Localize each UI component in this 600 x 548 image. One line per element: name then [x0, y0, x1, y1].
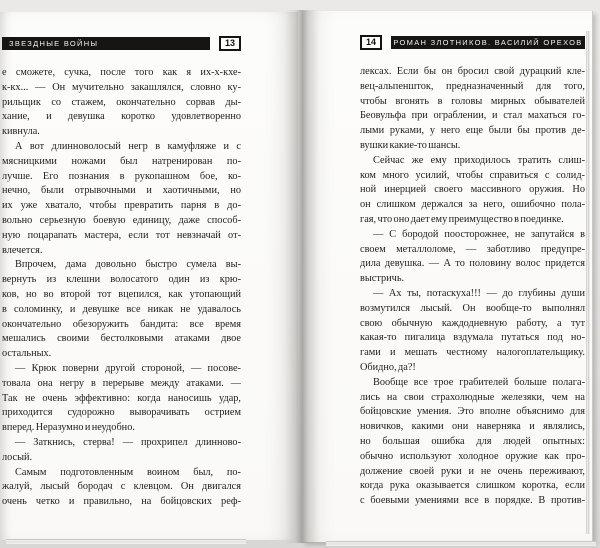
text-line: дила девушка. — А то половину волос придется: [360, 258, 585, 270]
text-line: он слишком держался за него, ошибочно пола-: [360, 199, 585, 211]
text-line: очень четко и правильно, на бойцовских реф-: [2, 496, 241, 508]
text-line: рильщик со стажем, окончательно сорвав ды-: [2, 96, 241, 108]
text-line: но большая ошибка для людей опытных:: [360, 435, 585, 447]
text-line: — Ах ты, потаскуха!!! — до глубины души: [373, 287, 585, 299]
text-line: вольно серьезную боевую единицу, даже способ-: [2, 214, 241, 226]
paragraph: [360, 154, 585, 228]
page-edge-stack-right: [586, 31, 590, 534]
text-line: гами и мешать честному налогоплательщику.: [360, 347, 585, 359]
series-title-bar: [2, 37, 210, 50]
text-line: Впрочем, дама довольно быстро сумела вы-: [15, 259, 241, 271]
text-line: возмутился лысый. Он вообще-то выполнял: [360, 302, 585, 314]
authors-title-bar: [391, 36, 585, 49]
paragraph: [360, 287, 585, 376]
text-line: обычно используют холодное оружие как про-: [360, 450, 585, 462]
page-stack-bottom-left: [6, 539, 246, 544]
text-line: выстричь.: [360, 273, 405, 285]
text-line: мешались своими бестолковыми атаками двое: [2, 333, 241, 345]
text-line: Так не очень эффективно: когда наносишь удар,: [2, 392, 241, 404]
text-line: лексах. Если бы он бросил свой дурацкий кле-: [360, 66, 585, 77]
text-line: лыми руками, у него еще были бы против де-: [360, 125, 585, 137]
text-line: вернуть из клешни волосатого один из крю-: [2, 274, 241, 286]
text-line: жалуй, лысый бородач с клевцом. Он двигался: [2, 481, 241, 493]
text-line: с боевыми умениями все в порядке. В против-: [360, 495, 585, 507]
text-line: чтобы вгонять в головы мирных обывателей: [360, 95, 585, 107]
text-line: ком много усилий, чтобы справиться с солид-: [360, 169, 585, 181]
text-line: остальных.: [2, 348, 52, 360]
text-line: вперед. Неразумно и неудобно.: [2, 422, 135, 434]
text-line: ков, но во второй тот вцепился, как утопающий: [2, 288, 241, 300]
text-line: ной инерцией своего массивного оружия. Но: [360, 184, 585, 196]
series-title: ЗВЕЗДНЫЕ ВОЙНЫ: [9, 39, 99, 48]
text-line: хание, и девушка коротко удовлетворенно: [2, 111, 241, 123]
text-line: Обидно, да?!: [360, 361, 416, 373]
paragraph: [360, 228, 585, 287]
paragraph: [360, 65, 585, 154]
text-line: окончательно обезоружить бандита: все время: [2, 318, 241, 330]
text-line: лись на свои страхолюдные железяки, чем на: [360, 391, 585, 403]
text-line: товала она негру в перерыве между атаками. —: [2, 377, 241, 389]
text-line: их уже хватало, чтобы превратить парня в до-: [2, 200, 241, 212]
text-line: какая-то пигалица вздумала путаться под но-: [360, 332, 585, 344]
paragraph: [2, 466, 241, 510]
left-page: [0, 12, 298, 540]
text-line: — Заткнись, стерва! — прохрипел длинново-: [15, 436, 241, 448]
authors-title: РОМАН ЗЛОТНИКОВ. ВАСИЛИЙ ОРЕХОВ: [393, 38, 583, 47]
text-line: лучше. Его познания в рукопашном бое, ко-: [2, 170, 241, 182]
text-line: к-кх... — Он мучительно закашлялся, словно ку-: [2, 81, 241, 93]
text-line: должение своей руки и не очень переживают,: [360, 465, 585, 477]
paragraph: [2, 258, 241, 362]
text-line: мясницкими ножами был натренирован по-: [2, 155, 241, 167]
text-line: кивнула.: [2, 126, 40, 138]
text-line: гая, что оно дает ему преимущество в поединке.: [360, 213, 564, 225]
text-line: вец-альпеншток, предназначенный для того,: [360, 80, 585, 92]
paragraph: [360, 376, 585, 509]
text-line: ную поцарапать мастера, если тот невзначай от-: [2, 229, 241, 241]
text-line: новичков, какими они наверняка и являлись,: [360, 421, 585, 433]
text-line: — Крюк поверни другой стороной, — посове-: [15, 362, 241, 374]
paragraph: [2, 436, 241, 466]
right-running-head: [360, 36, 585, 49]
text-line: приходится судорожно выворачивать острием: [2, 407, 241, 419]
text-line: своем металлоломе, — заботливо предупре-: [360, 243, 585, 255]
left-page-number: 13: [219, 36, 241, 51]
text-line: е сможете, сучка, после того как я их-х-кхе-: [2, 67, 241, 78]
text-line: в соломинку, и девушке все никак не удавалось: [2, 303, 241, 315]
text-line: — С бородой поосторожнее, не запутайся в: [373, 228, 585, 240]
right-page-number: 14: [360, 35, 382, 50]
right-page: [302, 11, 593, 542]
text-line: влечется.: [2, 244, 43, 256]
right-page-text: [360, 65, 585, 509]
page-stack-bottom-right: [326, 541, 596, 546]
text-line: когда рука оказывается слишком коротка, если: [360, 480, 585, 492]
text-line: Самым подготовленным воином был, по-: [15, 466, 241, 478]
text-line: А вот длинноволосый негр в камуфляже и с: [15, 140, 241, 152]
text-line: Вообще все трое грабителей больше полага-: [373, 376, 585, 388]
text-line: нечно, были отрывочными и хаотичными, но: [2, 185, 241, 197]
text-line: лосый.: [2, 451, 33, 463]
text-line: бойцовские умения. Это вполне объяснимо для: [360, 406, 585, 418]
left-page-text: [2, 66, 241, 510]
text-line: вушки какие-то шансы.: [360, 139, 461, 151]
text-line: Беовульфа при ограблении, и стал махаться го-: [360, 110, 585, 122]
paragraph: [2, 362, 241, 436]
text-line: Сейчас же ему приходилось тратить слиш-: [373, 154, 585, 166]
left-running-head: [2, 37, 241, 50]
text-line: свою обычную каждодневную работу, а тут: [360, 317, 585, 329]
paragraph: [2, 140, 241, 258]
paragraph: [2, 66, 241, 140]
